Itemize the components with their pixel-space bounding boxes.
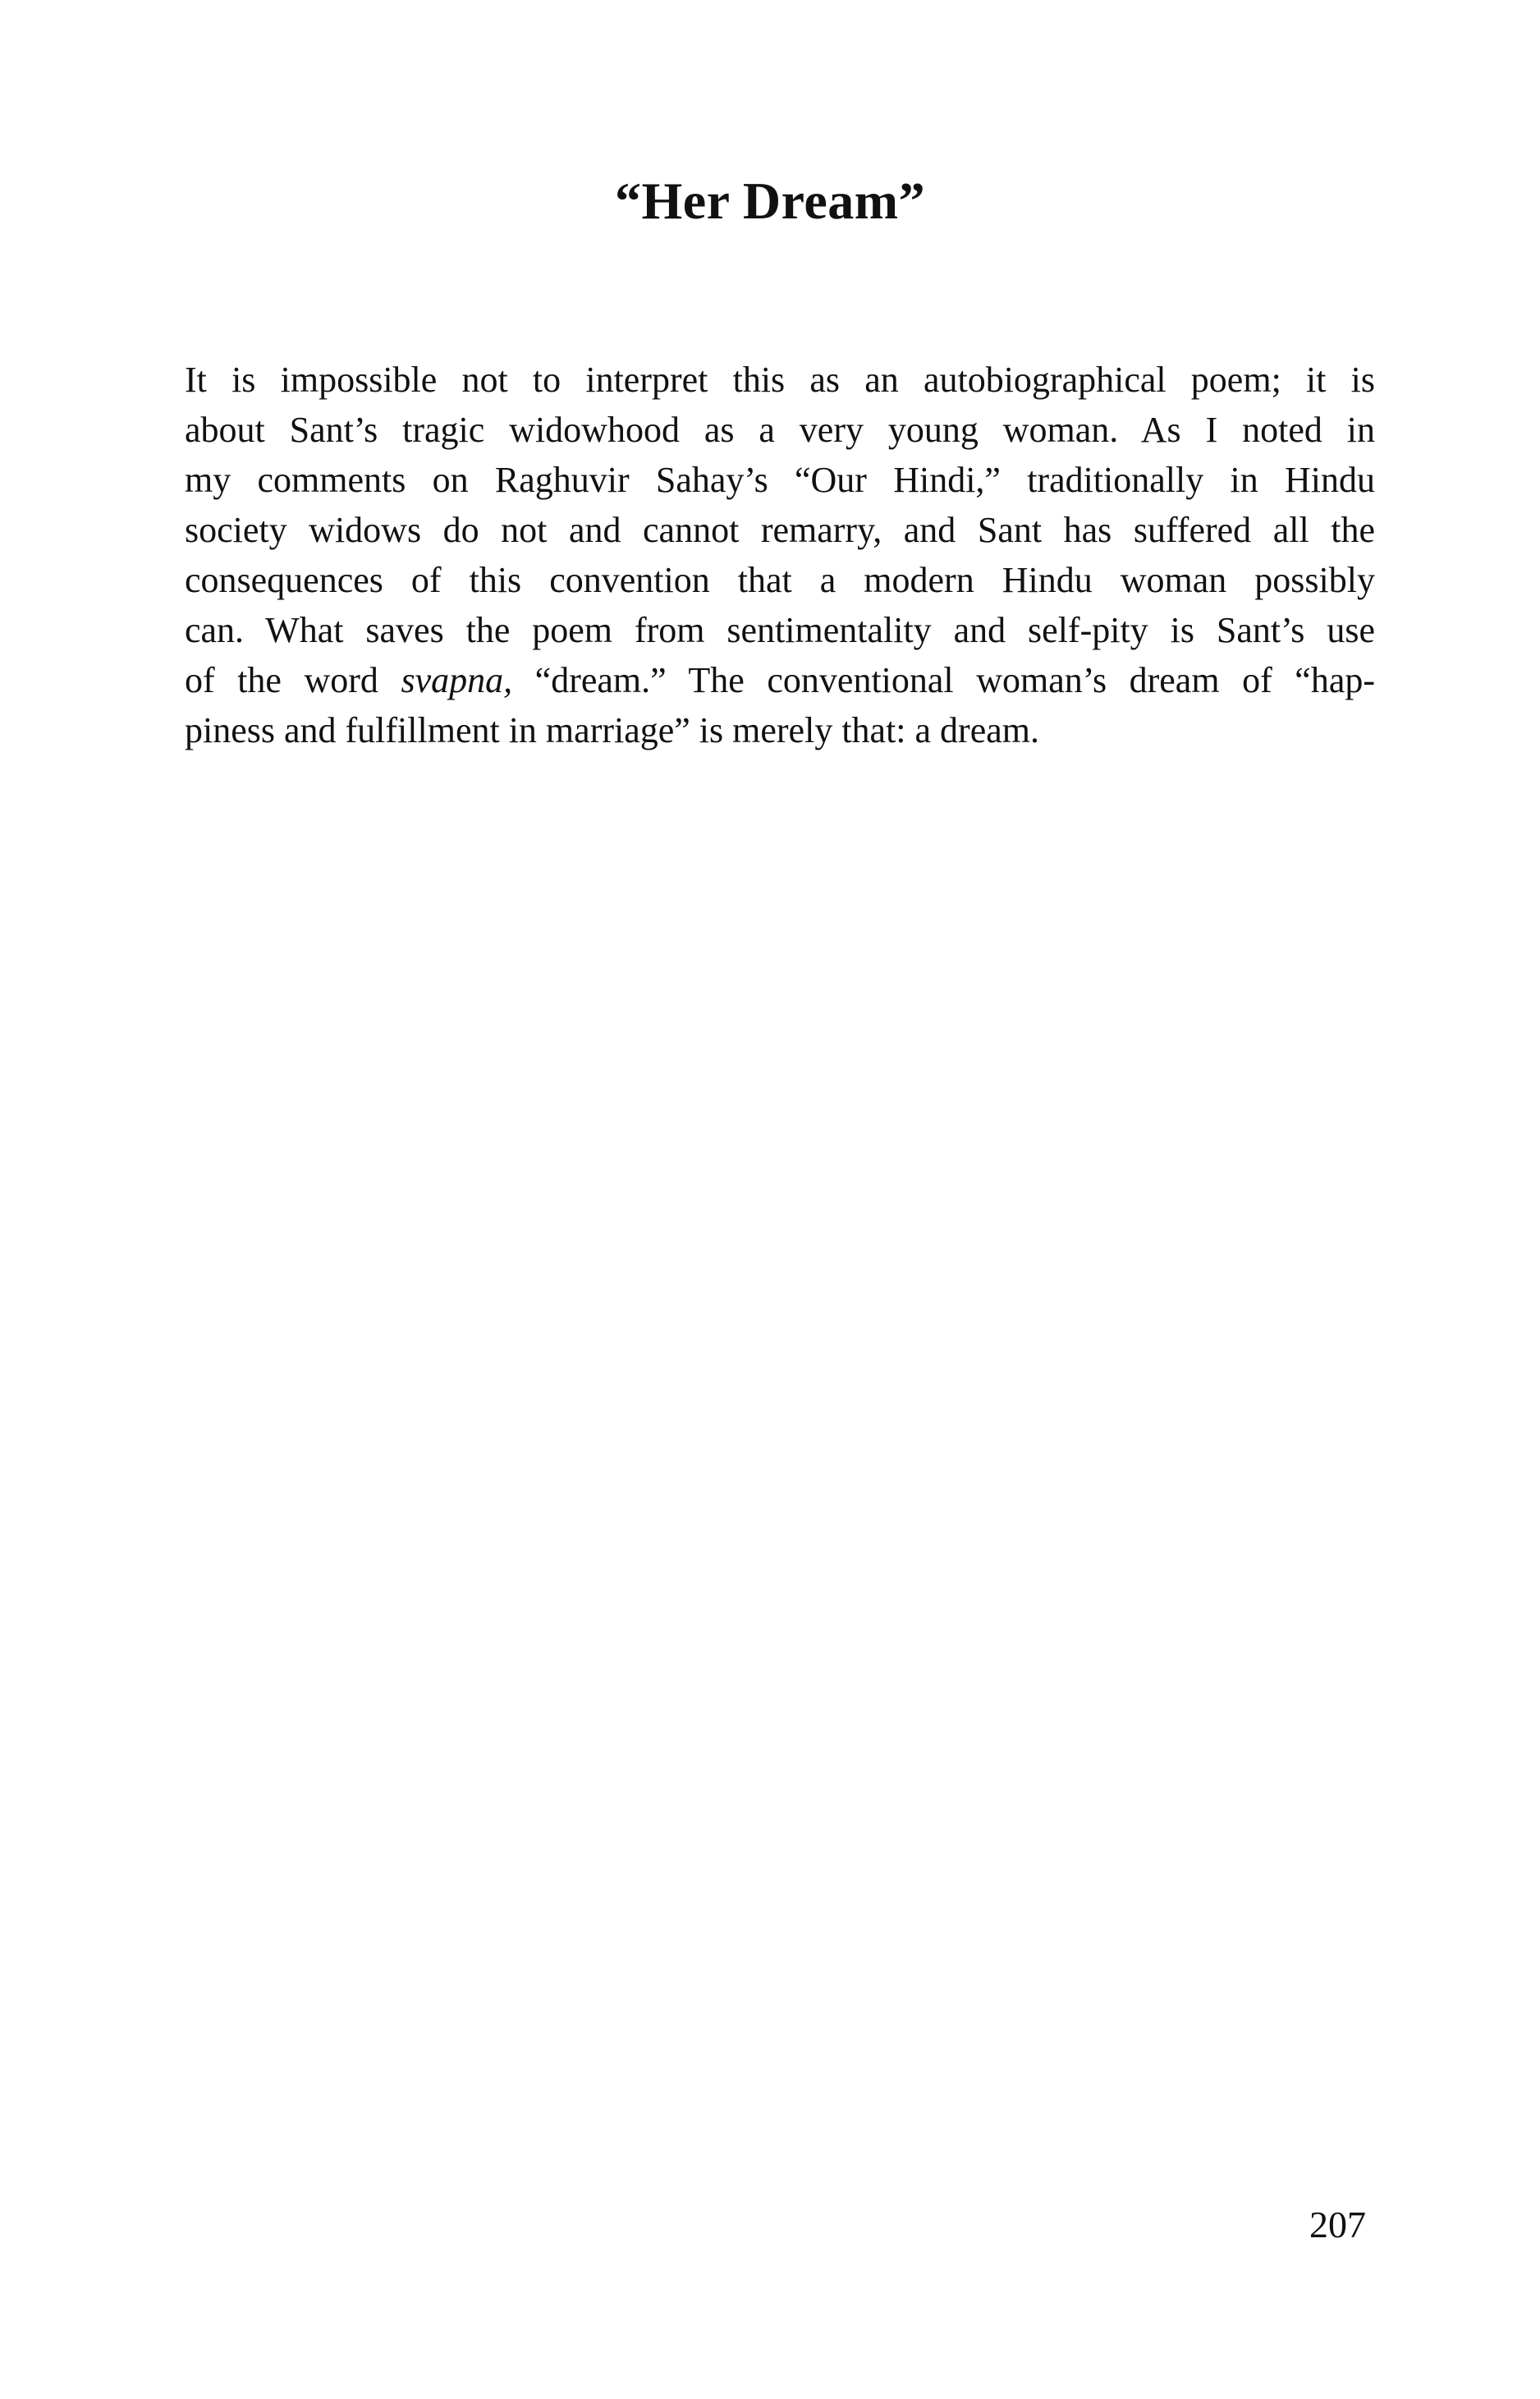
body-paragraph	[185, 355, 1375, 755]
page-number: 207	[1309, 2204, 1366, 2245]
line-segment: of the word	[185, 660, 401, 700]
paragraph-line-mixed	[185, 655, 1375, 705]
page-title: “Her Dream”	[614, 172, 926, 230]
paragraph-line: can. What saves the poem from sentimentality and self-pity is Sant’s use	[185, 610, 1375, 650]
paragraph-line: It is impossible not to interpret this as an autobiographical poem; it is	[185, 360, 1375, 400]
paragraph-line: my comments on Raghuvir Sahay’s “Our Hindi,” traditionally in Hindu	[185, 460, 1375, 500]
paragraph-line: consequences of this convention that a modern Hindu woman possibly	[185, 560, 1375, 600]
paragraph-line: society widows do not and cannot remarry, and Sant has suffered all the	[185, 510, 1375, 550]
italic-term: svapna,	[401, 660, 513, 700]
line-segment: “dream.” The conventional woman’s dream of “hap-	[512, 660, 1376, 700]
paragraph-line: about Sant’s tragic widowhood as a very young woman. As I noted in	[185, 410, 1375, 450]
paragraph-line-last: piness and fulfillment in marriage” is merely that: a dream.	[185, 710, 1039, 750]
